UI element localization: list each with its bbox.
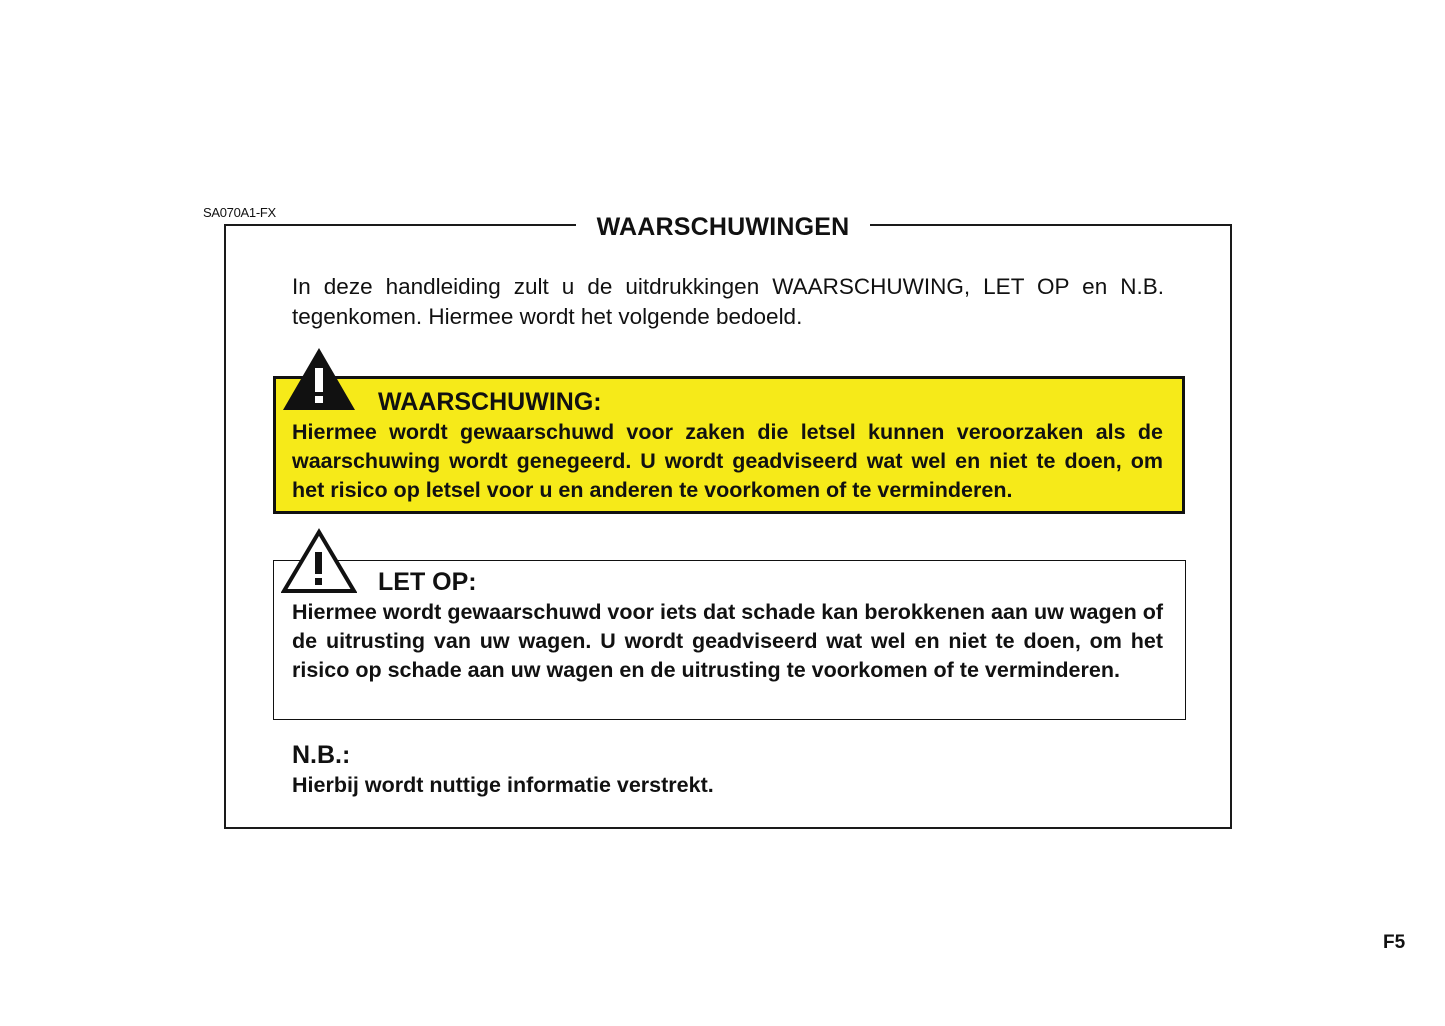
document-code: SA070A1-FX	[203, 205, 276, 220]
warning-triangle-filled-icon	[281, 346, 357, 412]
section-title: WAARSCHUWINGEN	[576, 210, 870, 244]
caution-title: LET OP:	[378, 568, 477, 596]
note-title: N.B.:	[292, 741, 351, 769]
warning-body: Hiermee wordt gewaarschuwd voor zaken die letsel kunnen veroorzaken als de waarschuwing wordt genegeerd. U wordt geadviseerd wat wel en niet te doen, om het risico op letsel voor u en anderen te voorkomen of te verminderen.	[292, 420, 1163, 502]
caution-body: Hiermee wordt gewaarschuwd voor iets dat schade kan berokkenen aan uw wagen of de uitrusting van uw wagen. U wordt geadviseerd wat wel en niet te doen, om het risico op schade aan uw wagen en de uitrusting te voorkomen of te verminderen.	[292, 600, 1164, 682]
warning-title: WAARSCHUWING:	[378, 388, 602, 416]
note-body: Hierbij wordt nuttige informatie verstrekt.	[292, 773, 714, 797]
intro-paragraph: In deze handleiding zult u de uitdrukkingen WAARSCHUWING, LET OP en N.B. tegenkomen. Hiermee wordt het volgende bedoeld.	[292, 274, 1164, 329]
caution-triangle-outline-icon	[281, 528, 357, 594]
page-number: F5	[1383, 932, 1406, 953]
